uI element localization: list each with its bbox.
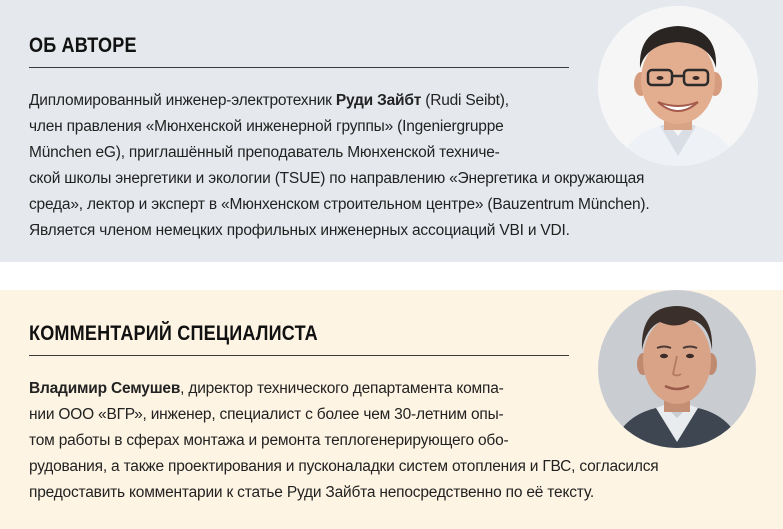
author-bio-line: München eG), приглашённый преподаватель Мюнхенской техниче- (29, 144, 500, 161)
expert-bio-line: рудования, а также проектирования и пусконаладки систем отопления и ГВС, согласился (29, 458, 659, 475)
author-box (0, 0, 783, 262)
expert-bio-line: Владимир Семушев, директор технического департамента компа- (29, 380, 504, 397)
expert-bio-line: нии ООО «ВГР», инженер, специалист с более чем 30-летним опы- (29, 406, 504, 423)
expert-photo (598, 290, 756, 448)
author-name: Руди Зайбт (335, 92, 422, 109)
expert-heading-rule (29, 355, 569, 356)
author-bio-line: Дипломированный инженер-электротехник Руди Зайбт (Rudi Seibt), (29, 92, 509, 109)
author-bio (29, 88, 649, 244)
author-photo (598, 6, 758, 166)
expert-bio (29, 376, 658, 506)
author-bio-line: Является членом немецких профильных инженерных ассоциаций VBI и VDI. (29, 222, 570, 239)
expert-bio-line: предоставить комментарии к статье Руди Зайбта непосредственно по её тексту. (29, 484, 594, 501)
expert-bio-line: том работы в сферах монтажа и ремонта теплогенерирующего обо- (29, 432, 509, 449)
author-bio-line: среда», лектор и эксперт в «Мюнхенском строительном центре» (Bauzentrum München). (29, 196, 650, 213)
expert-comment-box (0, 290, 783, 529)
expert-heading: КОММЕНТАРИЙ СПЕЦИАЛИСТА (29, 322, 318, 345)
author-heading-rule (29, 67, 569, 68)
expert-name: Владимир Семушев (29, 380, 181, 397)
author-bio-line: член правления «Мюнхенской инженерной группы» (Ingeniergruppe (29, 118, 504, 135)
author-heading: ОБ АВТОРЕ (29, 34, 137, 57)
author-bio-line: ской школы энергетики и экологии (TSUE) по направлению «Энергетика и окружающая (29, 170, 645, 187)
